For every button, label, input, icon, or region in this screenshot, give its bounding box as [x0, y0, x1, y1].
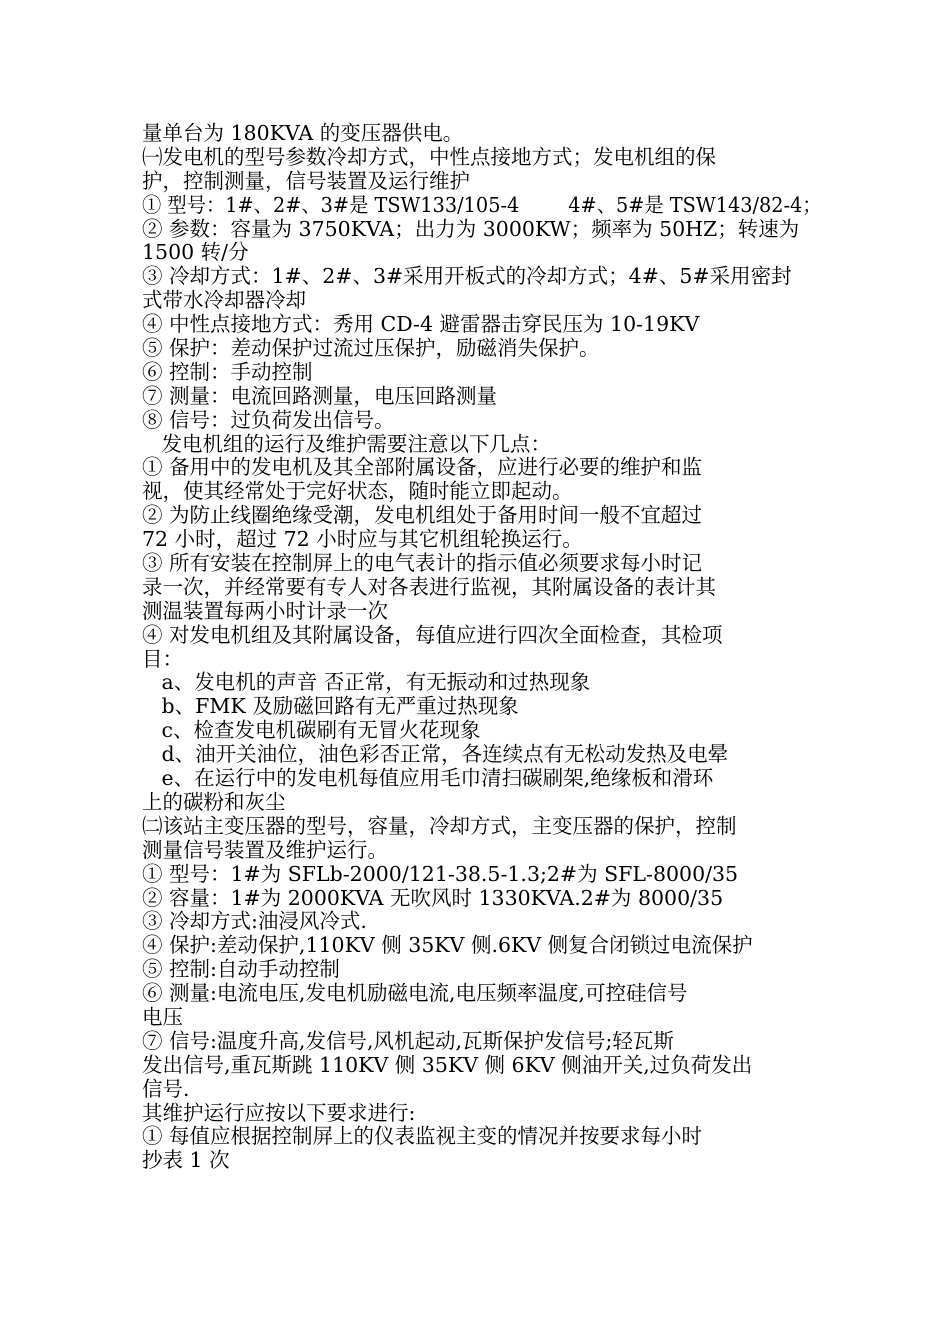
text-line: 目： [142, 646, 183, 671]
text-line: 测量信号装置及维护运行。 [142, 837, 388, 862]
text-line: 1500 转/分 [142, 240, 249, 265]
text-line: 式带水冷却器冷却 [142, 288, 306, 313]
text-line: 护，控制测量，信号装置及运行维护 [142, 168, 470, 193]
list-item: ④ 对发电机组及其附属设备，每值应进行四次全面检查，其检项 [142, 622, 723, 647]
list-item: ② 参数：容量为 3750KVA；出力为 3000KW；频率为 50HZ；转速为 [142, 216, 800, 241]
paragraph-intro: 其维护运行应按以下要求进行: [142, 1100, 416, 1125]
list-item: ② 为防止线圈绝缘受潮，发电机组处于备用时间一般不宜超过 [142, 503, 703, 528]
list-item: ⑦ 信号:温度升高,发信号,风机起动,瓦斯保护发信号;轻瓦斯 [142, 1028, 674, 1053]
sub-list-item: a、发电机的声音 否正常，有无振动和过热现象 [142, 670, 591, 695]
list-item: ③ 冷却方式:油浸风冷式. [142, 909, 367, 934]
sub-list-item: c、检查发电机碳刷有无冒火花现象 [142, 718, 481, 743]
list-item: ③ 所有安装在控制屏上的电气表计的指示值必须要求每小时记 [142, 551, 703, 576]
list-item: ① 型号：1#为 SFLb-2000/121-38.5-1.3;2#为 SFL-8000/35 [142, 861, 739, 886]
list-item: ① 备用中的发电机及其全部附属设备，应进行必要的维护和监 [142, 455, 703, 480]
text-line: 信号. [142, 1076, 190, 1101]
list-item: ④ 保护:差动保护,110KV 侧 35KV 侧.6KV 侧复合闭锁过电流保护 [142, 933, 753, 958]
text-line: 测温装置每两小时计录一次 [142, 598, 388, 623]
text-line: 录一次，并经常要有专人对各表进行监视，其附属设备的表计其 [142, 574, 716, 599]
text-line: 抄表 1 次 [142, 1148, 230, 1173]
document-body [142, 121, 822, 1173]
text-line: 量单台为 180KVA 的变压器供电。 [142, 121, 464, 145]
section-heading-transformer: ㈡该站主变压器的型号，容量，冷却方式，主变压器的保护，控制 [142, 813, 737, 838]
list-item: ② 容量：1#为 2000KVA 无吹风时 1330KVA.2#为 8000/35 [142, 885, 724, 910]
list-item: ⑤ 保护：差动保护过流过压保护，励磁消失保护。 [142, 336, 600, 361]
list-item: ③ 冷却方式：1#、2#、3#采用开板式的冷却方式；4#、5#采用密封 [142, 264, 792, 289]
list-item: ① 型号：1#、2#、3#是 TSW133/105-4 4#、5#是 TSW143/82-4； [142, 192, 822, 217]
list-item: ⑥ 控制：手动控制 [142, 359, 313, 384]
text-line: 发出信号,重瓦斯跳 110KV 侧 35KV 侧 6KV 侧油开关,过负荷发出 [142, 1052, 753, 1077]
text-line: 电压 [142, 1004, 183, 1029]
section-heading-generator: ㈠发电机的型号参数冷却方式，中性点接地方式；发电机组的保 [142, 144, 716, 169]
sub-list-item: d、油开关油位，油色彩否正常，各连续点有无松动发热及电晕 [142, 742, 729, 767]
text-line: 72 小时，超过 72 小时应与其它机组轮换运行。 [142, 527, 583, 552]
sub-list-item: e、在运行中的发电机每值应用毛巾清扫碳刷架,绝缘板和滑环 [142, 766, 714, 791]
sub-list-item: b、FMK 及励磁回路有无严重过热现象 [142, 694, 519, 719]
text-line: 视，使其经常处于完好状态，随时能立即起动。 [142, 479, 573, 504]
list-item: ⑦ 测量：电流回路测量，电压回路测量 [142, 383, 498, 408]
list-item: ④ 中性点接地方式：秀用 CD-4 避雷器击穿民压为 10-19KV [142, 312, 700, 337]
list-item: ⑤ 控制:自动手动控制 [142, 957, 340, 982]
paragraph-intro: 发电机组的运行及维护需要注意以下几点： [142, 431, 552, 456]
list-item: ⑥ 测量:电流电压,发电机励磁电流,电压频率温度,可控硅信号 [142, 981, 688, 1006]
list-item: ⑧ 信号：过负荷发出信号。 [142, 407, 395, 432]
text-line: 上的碳粉和灰尘 [142, 789, 286, 814]
list-item: ① 每值应根据控制屏上的仪表监视主变的情况并按要求每小时 [142, 1124, 703, 1149]
